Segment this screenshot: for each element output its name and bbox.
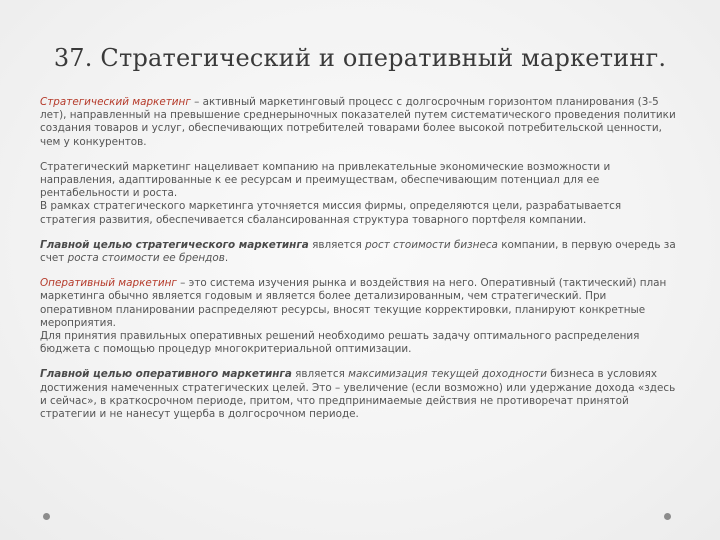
term-operational-marketing: Оперативный маркетинг [40, 277, 177, 290]
decorative-dot-right [664, 513, 671, 520]
goal-highlight-2: роста стоимости ее брендов [67, 252, 225, 265]
paragraph-operational-definition [40, 277, 680, 330]
goal-lead: Главной целью оперативного маркетинга [40, 368, 292, 381]
definition-text: – активный маркетинговый процесс с долгосрочным горизонтом планирования (3-5 лет), направленный на превышение среднерыночных показателей путем систематического проведения политики создания товаров и услуг, обеспечивающих потребителей товарами более высокой потребительской ценности, чем у конкурентов. [40, 96, 676, 148]
goal-lead: Главной целью стратегического маркетинга [40, 238, 309, 251]
paragraph-strategic-scope: В рамках стратегического маркетинга уточняется миссия фирмы, определяются цели, разрабатывается стратегия развития, обеспечивается сбалансированная структура товарного портфеля компании. [40, 200, 622, 226]
paragraph-operational-optimization: Для принятия правильных оперативных решений необходимо решать задачу оптимального распределения бюджета с помощью процедур многокритериальной оптимизации. [40, 330, 640, 356]
paragraph-strategic-aim: Стратегический маркетинг нацеливает компанию на привлекательные экономические возможности и направления, адаптированные к ее ресурсам и преимуществам, обеспечивающим потенциал для ее рентабельности и роста. [40, 160, 611, 200]
slide-title: 37. Стратегический и оперативный маркетинг. [53, 44, 667, 72]
decorative-dot-left [43, 513, 50, 520]
paragraph-operational-goal: Главной целью оперативного маркетинга является максимизация текущей доходности бизнеса в условиях достижения намеченных стратегических целей. Это – увеличение (если возможно) или удержание дохода «здесь и сейчас», в краткосрочном периоде, притом, что предпринимаемые действия не противоречат принятой стратегии и не нанесут ущерба в долгосрочном периоде. [40, 368, 676, 421]
slide-body [40, 96, 680, 421]
paragraph-strategic-definition [40, 96, 680, 149]
goal-highlight: рост стоимости бизнеса [365, 238, 498, 251]
paragraph-strategic-goal: Главной целью стратегического маркетинга является рост стоимости бизнеса компании, в первую очередь за счет роста стоимости ее брендов. [40, 238, 676, 265]
goal-highlight: максимизация текущей доходности [348, 368, 547, 381]
definition-text: – это система изучения рынка и воздействия на него. Оперативный (тактический) план маркетинга обычно является годовым и является более детализированным, чем стратегический. При оперативном планировании распределяют ресурсы, вносят текущие корректировки, планируют конкретные мероприятия. [40, 277, 667, 329]
term-strategic-marketing: Стратегический маркетинг [40, 96, 191, 108]
